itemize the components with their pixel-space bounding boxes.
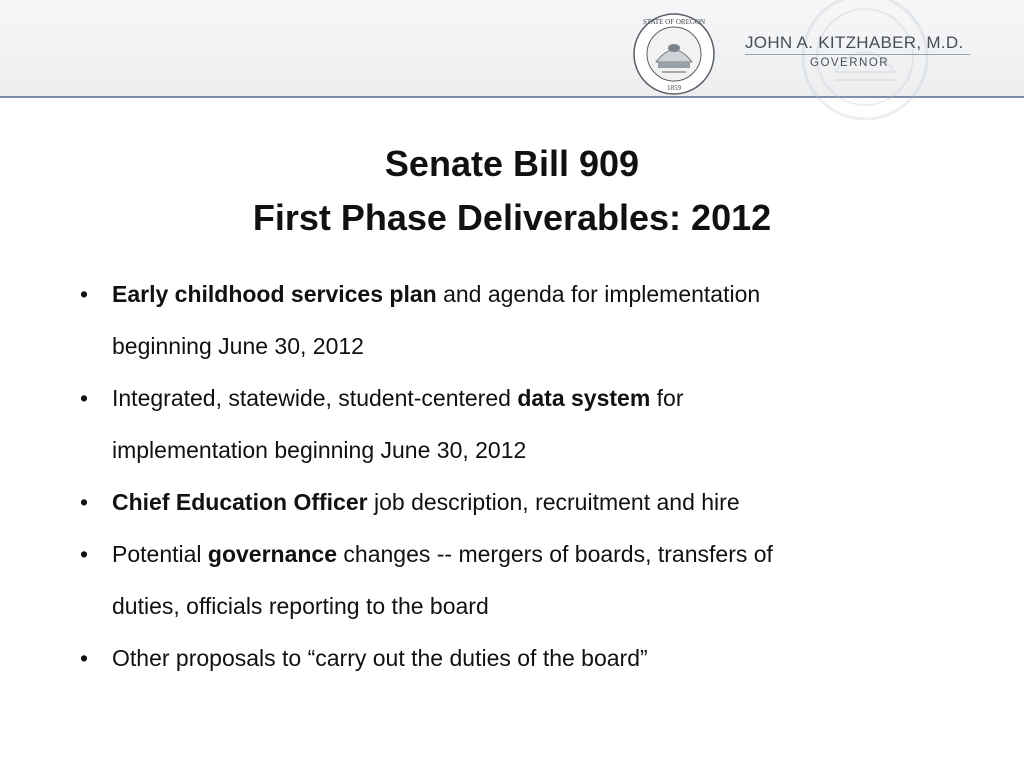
bullet-text: job description, recruitment and hire — [367, 489, 740, 515]
seal-text: STATE OF OREGON — [642, 18, 706, 26]
bullet-item — [0, 372, 1024, 476]
bullet-line — [0, 372, 1024, 424]
bullet-continuation: beginning June 30, 2012 — [112, 333, 364, 359]
slide-title — [0, 137, 1024, 245]
seal-year: 1859 — [667, 84, 681, 92]
bullet-marker: • — [80, 541, 89, 567]
bullet-bold-text: data system — [517, 385, 651, 411]
title-line-1: Senate Bill 909 — [384, 143, 640, 184]
bullet-text: Potential — [112, 541, 208, 567]
bullet-list — [0, 268, 1024, 684]
bullet-item — [0, 268, 1024, 372]
bullet-text: for — [650, 385, 684, 411]
title-line-2: First Phase Deliverables: 2012 — [252, 197, 772, 238]
bullet-line — [0, 632, 1024, 684]
governor-name: JOHN A. KITZHABER, M.D. — [745, 33, 964, 52]
bullet-marker: • — [80, 645, 89, 671]
bullet-text: Other proposals to “carry out the duties of the board” — [112, 645, 648, 671]
bullet-bold-text: Chief Education Officer — [112, 489, 368, 515]
bullet-bold-text: Early childhood services plan — [112, 281, 437, 307]
bullet-marker: • — [80, 281, 89, 307]
bullet-line — [0, 476, 1024, 528]
bullet-text: and agenda for implementation — [436, 281, 761, 307]
bullet-text: Integrated, statewide, student-centered — [112, 385, 518, 411]
oregon-state-seal-icon — [632, 12, 716, 96]
governor-title: GOVERNOR — [810, 57, 890, 69]
bullet-item — [0, 476, 1024, 528]
bullet-text: changes -- mergers of boards, transfers of — [337, 541, 773, 567]
governor-divider — [745, 54, 970, 55]
bullet-marker: • — [80, 385, 89, 411]
bullet-line — [0, 528, 1024, 580]
bullet-item — [0, 632, 1024, 684]
bullet-continuation: duties, officials reporting to the board — [112, 593, 489, 619]
bullet-continuation: implementation beginning June 30, 2012 — [112, 437, 527, 463]
bullet-marker: • — [80, 489, 89, 515]
bullet-bold-text: governance — [207, 541, 338, 567]
bullet-item — [0, 528, 1024, 632]
bullet-line — [0, 268, 1024, 320]
